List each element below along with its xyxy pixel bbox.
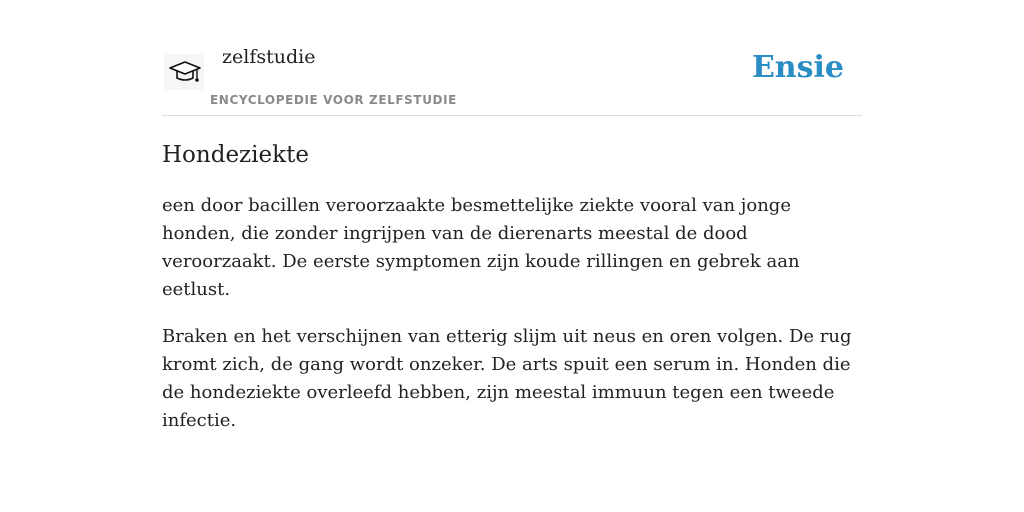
site-tagline: ENCYCLOPEDIE VOOR ZELFSTUDIE xyxy=(210,93,457,107)
article xyxy=(162,138,862,435)
article-title: Hondeziekte xyxy=(162,142,309,168)
ensie-brand-link[interactable]: Ensie xyxy=(751,50,844,85)
article-paragraph: Braken en het verschijnen van etterig slijm uit neus en oren volgen. De rug kromt zich, de gang wordt onzeker. De arts spuit een serum in. Honden die de hondeziekte overleefd hebben, zijn meestal immuun tegen een tweede infectie. xyxy=(162,326,852,431)
site-header xyxy=(162,40,862,116)
graduation-cap-icon[interactable] xyxy=(164,54,204,90)
article-paragraph: een door bacillen veroorzaakte besmettelijke ziekte vooral van jonge honden, die zonder ingrijpen van de dierenarts meestal de dood veroorzaakt. De eerste symptomen zijn koude rillingen en gebrek aan eetlust. xyxy=(162,195,800,300)
site-name[interactable]: zelfstudie xyxy=(222,46,316,68)
